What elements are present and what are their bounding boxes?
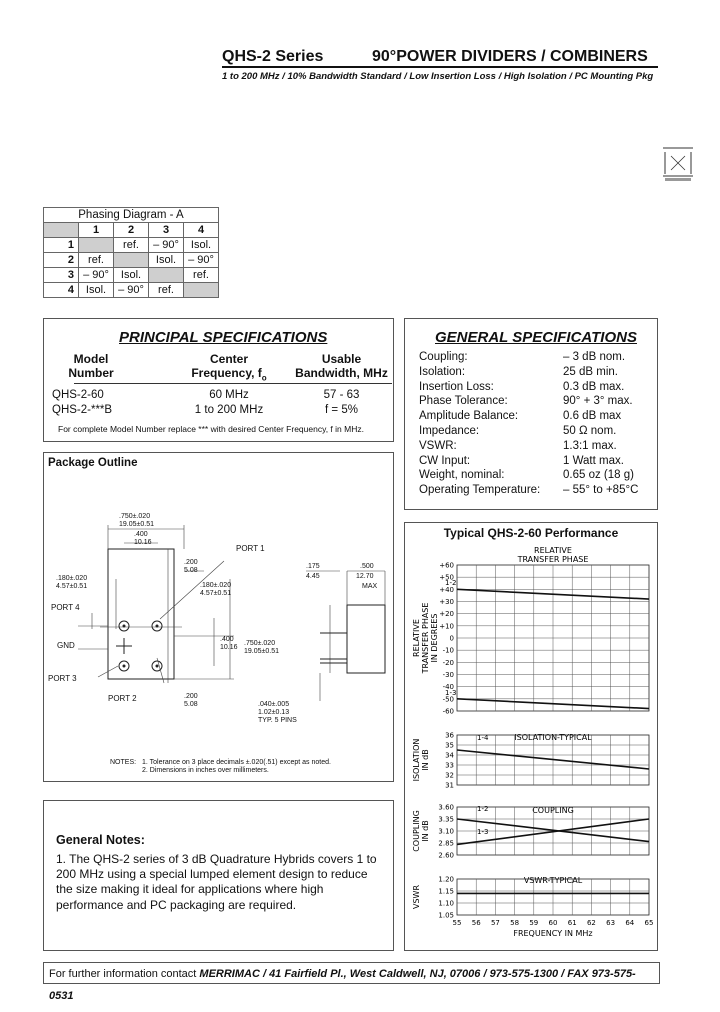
dim-1016a: 10.16 <box>134 539 152 546</box>
dim-1905a: 19.05±0.51 <box>119 521 154 528</box>
phasing-cell: – 90° <box>79 268 114 283</box>
x-tick-label: 64 <box>625 919 635 927</box>
general-spec-value: – 3 dB nom. <box>563 351 626 363</box>
performance-chart <box>405 523 657 950</box>
general-spec-value: 0.6 dB max <box>563 410 622 423</box>
chart-subtitle: ISOLATION-TYPICAL <box>514 733 592 742</box>
general-spec-value: 1.3:1 max. <box>563 439 617 452</box>
phasing-cell: Isol. <box>79 283 114 298</box>
dim-102: 1.02±0.13 <box>258 709 290 716</box>
phasing-row-header: 4 <box>44 283 79 298</box>
dim-445: 4.45 <box>306 573 320 580</box>
y-tick-label: +10 <box>439 622 454 631</box>
y-tick-label: -40 <box>442 683 454 692</box>
gnd-label: GND <box>57 641 75 650</box>
phasing-cell: – 90° <box>184 253 219 268</box>
dim-400a: .400 <box>134 531 148 538</box>
y-tick-label: 34 <box>445 751 454 760</box>
bw-cell: 57 - 63 <box>323 389 360 401</box>
phasing-col-header: 3 <box>149 223 184 238</box>
package-outline-title: Package Outline <box>48 457 138 469</box>
x-tick-label: 56 <box>471 919 481 927</box>
y-tick-label: -60 <box>442 707 454 716</box>
general-spec-value: – 55° to +85°C <box>563 484 639 497</box>
package-note-1: 1. Tolerance on 3 place decimals ±.020(.51) except as noted. <box>142 759 331 766</box>
y-tick-label: +30 <box>439 598 454 606</box>
y-tick-label: 2.85 <box>438 839 454 848</box>
y-tick-label: 1.20 <box>438 875 454 884</box>
general-spec-key: CW Input: <box>419 454 471 467</box>
phasing-col-header: 4 <box>184 223 219 238</box>
notes-label: NOTES: <box>110 759 137 766</box>
general-spec-value: 1 Watt max. <box>563 454 624 467</box>
x-tick-label: 59 <box>529 919 539 927</box>
phasing-cell: Isol. <box>184 238 219 253</box>
y-axis-label: VSWR <box>412 884 421 910</box>
y-tick-label: 1.05 <box>438 911 454 920</box>
dim-180a: .180±.020 <box>56 575 88 582</box>
bw-cell: f = 5% <box>325 404 358 416</box>
dim-200a: .200 <box>184 559 198 566</box>
x-tick-label: 65 <box>644 919 654 927</box>
port-1-label: PORT 1 <box>236 544 265 553</box>
port-4-label: PORT 4 <box>51 603 80 612</box>
dim-1016b: 10.16 <box>220 644 238 651</box>
performance-chart-box <box>404 522 658 951</box>
usable-bandwidth-line2: Bandwidth, MHz <box>295 366 388 380</box>
subtitle: 1 to 200 MHz / 10% Bandwidth Standard / Low Insertion Loss / High Isolation / PC Mounting Pkg <box>222 71 654 82</box>
y-tick-label: 3.35 <box>438 815 454 824</box>
center-frequency-line2: Frequency, $f_o$ <box>191 366 267 383</box>
y-tick-label: 2.60 <box>438 851 454 860</box>
center-frequency-header <box>174 352 284 385</box>
footer-lead: For further information contact <box>49 968 200 980</box>
dim-750b: .750±.020 <box>244 640 276 647</box>
general-spec-key: Isolation: <box>419 365 466 378</box>
chart-subtitle: VSWR-TYPICAL <box>523 876 583 885</box>
dim-180b: .180±.020 <box>200 582 232 589</box>
footer-contact <box>43 962 660 1002</box>
freq-cell: 60 MHz <box>209 389 249 401</box>
series-label: 1-2 <box>477 805 489 813</box>
dim-508a: 5.08 <box>184 567 198 574</box>
x-tick-label: 63 <box>606 919 616 927</box>
phasing-cell: – 90° <box>114 283 149 298</box>
y-tick-label: +50 <box>439 573 454 582</box>
phasing-cell: Isol. <box>149 253 184 268</box>
general-spec-value: 25 dB min. <box>563 365 618 378</box>
general-notes-box <box>43 800 394 951</box>
usable-bandwidth-line1: Usable <box>321 352 362 366</box>
y-tick-label: 36 <box>445 731 454 740</box>
series-label: 1-4 <box>477 734 489 742</box>
general-spec-key: Operating Temperature: <box>419 484 541 497</box>
model-number-header: Model Number <box>68 352 114 380</box>
dim-040: .040±.005 <box>258 701 290 708</box>
phasing-title: Phasing Diagram - A <box>44 208 219 223</box>
y-tick-label: 3.60 <box>438 803 454 812</box>
y-tick-label: 35 <box>445 741 454 750</box>
header-rule <box>222 66 658 68</box>
package-outline-box <box>43 452 394 782</box>
general-spec-key: Weight, nominal: <box>419 469 505 482</box>
footer-company: MERRIMAC / 41 Fairfield Pl., West Caldwell, NJ, 07006 / 973-575-1300 / FAX 973-575-0531 <box>49 968 636 1002</box>
general-notes-title: General Notes: <box>56 833 145 847</box>
y-tick-label: +40 <box>439 585 454 594</box>
general-specs-title: GENERAL SPECIFICATIONS <box>435 329 637 346</box>
general-specs-box <box>404 318 658 510</box>
phasing-cell <box>184 283 219 298</box>
y-tick-label: 0 <box>449 634 454 643</box>
usable-bandwidth-header <box>294 352 389 380</box>
phasing-cell: ref. <box>149 283 184 298</box>
phasing-col-header: 2 <box>114 223 149 238</box>
x-tick-label: 57 <box>490 919 500 927</box>
general-spec-key: Phase Tolerance: <box>419 395 508 408</box>
phasing-row-header: 2 <box>44 253 79 268</box>
general-notes-body: 1. The QHS-2 series of 3 dB Quadrature Hybrids covers 1 to 200 MHz using a special lumped element design to reduce the size making it ideal for applications where high performance and PC packaging are required. <box>56 852 377 912</box>
series-label: 1-2 <box>445 579 457 587</box>
y-axis-label: IN DEGREES <box>430 613 439 663</box>
dim-175: .175 <box>306 563 320 570</box>
y-tick-label: 31 <box>445 781 454 790</box>
general-spec-value: 0.3 dB max. <box>563 380 625 393</box>
x-tick-label: 60 <box>548 919 558 927</box>
principal-specs-title: PRINCIPAL SPECIFICATIONS <box>119 329 328 346</box>
general-spec-value: 90° + 3° max. <box>563 395 633 408</box>
model-cell: QHS-2-60 <box>52 389 104 401</box>
phasing-cell: ref. <box>114 238 149 253</box>
y-axis-label: ISOLATION <box>412 738 421 782</box>
dim-400b: .400 <box>220 636 234 643</box>
dim-1905b: 19.05±0.51 <box>244 648 279 655</box>
principal-note: For complete Model Number replace *** with desired Center Frequency, f in MHz. <box>58 424 364 434</box>
dim-500: .500 <box>360 563 374 570</box>
y-axis-label: IN dB <box>421 820 430 842</box>
y-tick-label: 33 <box>445 761 454 770</box>
y-axis-label: RELATIVE <box>412 619 421 657</box>
general-spec-value: 0.65 oz (18 g) <box>563 469 634 482</box>
y-axis-label: COUPLING <box>412 810 421 852</box>
y-tick-label: -10 <box>442 646 454 655</box>
y-tick-label: 3.10 <box>438 827 454 836</box>
x-tick-label: 55 <box>452 919 462 927</box>
y-tick-label: 1.10 <box>438 899 454 908</box>
general-spec-value: 50 Ω nom. <box>563 425 617 437</box>
port-3-label: PORT 3 <box>48 674 77 683</box>
center-frequency-label: Frequency, f <box>191 366 262 380</box>
principal-specs-box <box>43 318 394 442</box>
phasing-cell: Isol. <box>114 268 149 283</box>
package-drawing <box>44 453 393 781</box>
phasing-cell <box>149 268 184 283</box>
dim-typ: TYP. 5 PINS <box>258 717 297 724</box>
chart-subtitle: TRANSFER PHASE <box>517 555 589 564</box>
x-axis-label: FREQUENCY IN MHz <box>513 929 593 938</box>
freq-cell: 1 to 200 MHz <box>194 404 264 416</box>
series-label: 1-3 <box>477 828 489 836</box>
dim-750a: .750±.020 <box>119 513 151 520</box>
package-note-2: 2. Dimensions in inches over millimeters. <box>142 767 269 774</box>
hybrid-symbol-icon <box>659 146 697 182</box>
x-tick-label: 58 <box>510 919 520 927</box>
phasing-cell <box>114 253 149 268</box>
dim-max: MAX <box>362 583 378 590</box>
phasing-cell: – 90° <box>149 238 184 253</box>
port-2-label: PORT 2 <box>108 694 137 703</box>
y-axis-label: IN dB <box>421 749 430 771</box>
chart-subtitle: RELATIVE <box>534 546 572 555</box>
y-axis-label: TRANSFER PHASE <box>421 602 430 674</box>
dim-200b: .200 <box>184 693 198 700</box>
principal-rule <box>74 383 392 384</box>
dim-457a: 4.57±0.51 <box>56 583 88 590</box>
center-frequency-line1: Center <box>209 352 248 366</box>
general-spec-key: Coupling: <box>419 351 468 363</box>
general-spec-key: VSWR: <box>419 439 457 452</box>
phasing-cell: ref. <box>79 253 114 268</box>
general-spec-key: Amplitude Balance: <box>419 410 519 423</box>
dim-508b: 5.08 <box>184 701 198 708</box>
chart-subtitle: COUPLING <box>532 806 574 815</box>
series-label: 1-3 <box>445 689 457 697</box>
phasing-row-header: 3 <box>44 268 79 283</box>
y-tick-label: -50 <box>442 695 454 704</box>
chart-title: Typical QHS-2-60 Performance <box>443 526 619 540</box>
x-tick-label: 61 <box>567 919 577 927</box>
phasing-cell: ref. <box>184 268 219 283</box>
phasing-row-header: 1 <box>44 238 79 253</box>
y-tick-label: -20 <box>442 658 454 667</box>
y-tick-label: 32 <box>445 771 454 780</box>
phasing-cell <box>79 238 114 253</box>
dim-457b: 4.57±0.51 <box>200 590 232 597</box>
series-title: QHS-2 Series <box>222 48 324 65</box>
x-tick-label: 62 <box>586 919 596 927</box>
general-spec-key: Insertion Loss: <box>419 380 494 393</box>
phasing-col-header: 1 <box>79 223 114 238</box>
y-tick-label: +60 <box>439 561 454 570</box>
phasing-diagram-table <box>43 207 219 298</box>
y-tick-label: 1.15 <box>438 887 454 896</box>
page-title: 90°POWER DIVIDERS / COMBINERS <box>372 48 648 65</box>
model-cell: QHS-2-***B <box>52 404 113 416</box>
y-tick-label: -30 <box>442 671 454 679</box>
y-tick-label: +20 <box>439 610 454 619</box>
general-spec-key: Impedance: <box>419 425 480 437</box>
dim-1270: 12.70 <box>356 573 374 580</box>
